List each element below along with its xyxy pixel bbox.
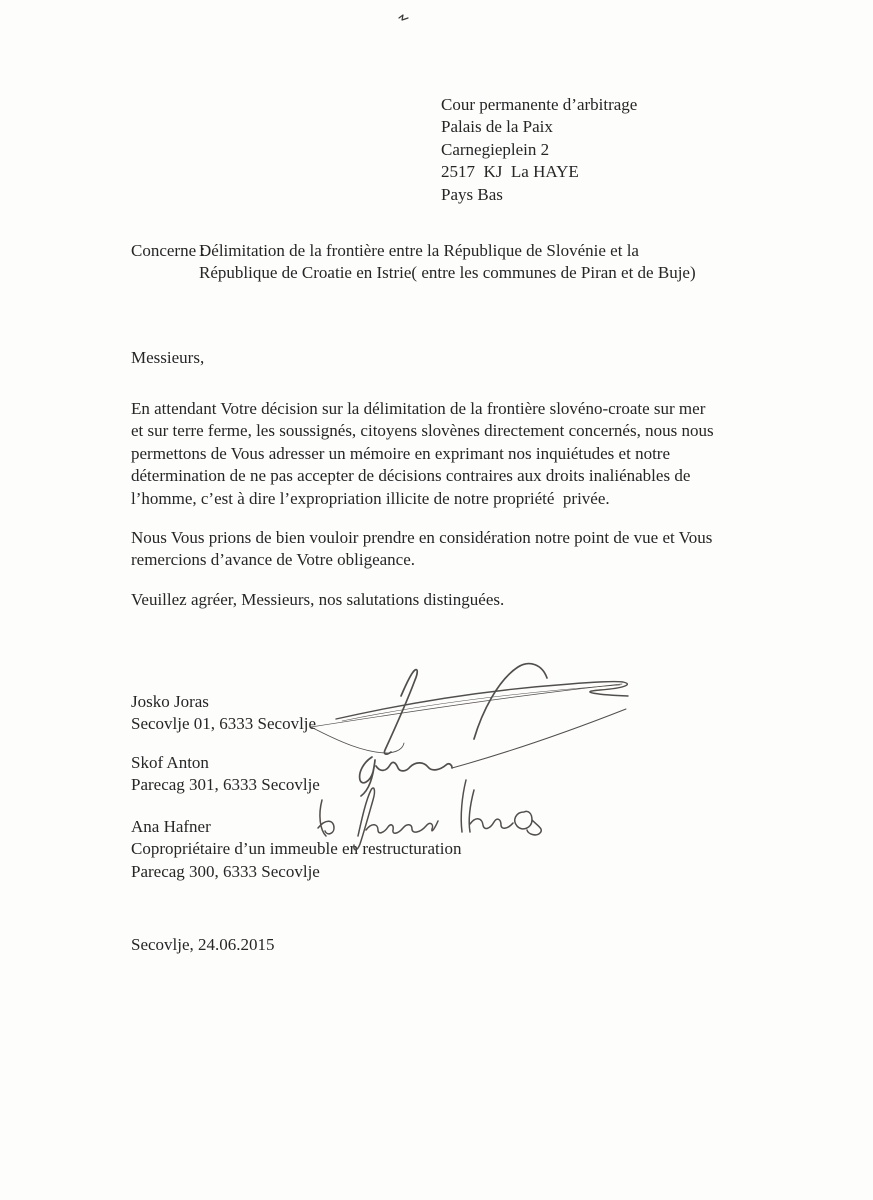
recipient-line: Carnegieplein 2 [441,139,550,159]
signatory-name: Josko Joras [131,692,209,711]
body-line: Nous Vous prions de bien vouloir prendre en considération notre point de vue et Vous [131,528,713,547]
body-line: et sur terre ferme, les soussignés, citoyens slovènes directement concernés, nous nous [131,421,714,441]
skof-anton-signature [360,757,452,796]
closing-valediction: Veuillez agréer, Messieurs, nos salutations distinguées. [131,590,505,609]
body-line: En attendant Votre décision sur la délimitation de la frontière slovéno-croate sur mer [131,399,706,418]
stray-pen-mark [398,14,410,23]
subject-label: Concerne : [131,241,206,260]
body-line: détermination de ne pas accepter de décisions contraires aux droits inaliénables de [131,466,691,486]
salutation: Messieurs, [131,348,205,367]
josko-joras-signature [311,664,628,768]
signatory-name: Skof Anton [131,753,209,772]
signatory-address: Secovlje 01, 6333 Secovlje [131,714,317,734]
signatory-name: Ana Hafner [131,817,211,836]
subject-block [131,240,696,285]
signatory-ana-hafner [131,816,461,883]
body-line: remercions d’avance de Votre obligeance. [131,550,415,570]
subject-line: République de Croatie en Istrie( entre les communes de Piran et de Buje) [199,263,696,283]
signatory-address: Parecag 301, 6333 Secovlje [131,775,320,795]
subject-line: Délimitation de la frontière entre la République de Slovénie et la [199,241,639,260]
recipient-line: 2517 KJ La HAYE [441,162,579,182]
signatory-title: Copropriétaire d’un immeuble en restructuration [131,839,462,859]
body-paragraph-1 [131,398,714,510]
signatory-address: Parecag 300, 6333 Secovlje [131,861,320,881]
body-line: permettons de Vous adresser un mémoire en exprimant nos inquiétudes et notre [131,443,670,463]
signatory-skof-anton [131,752,320,797]
subject-text [199,240,696,285]
signatory-josko-joras [131,691,316,736]
recipient-line: Pays Bas [441,184,503,204]
place-date-line: Secovlje, 24.06.2015 [131,935,275,954]
recipient-line: Cour permanente d’arbitrage [441,95,638,114]
recipient-address [441,94,637,206]
body-line: l’homme, c’est à dire l’expropriation illicite de notre propriété privée. [131,488,610,508]
recipient-line: Palais de la Paix [441,117,553,137]
body-paragraph-2 [131,527,712,572]
